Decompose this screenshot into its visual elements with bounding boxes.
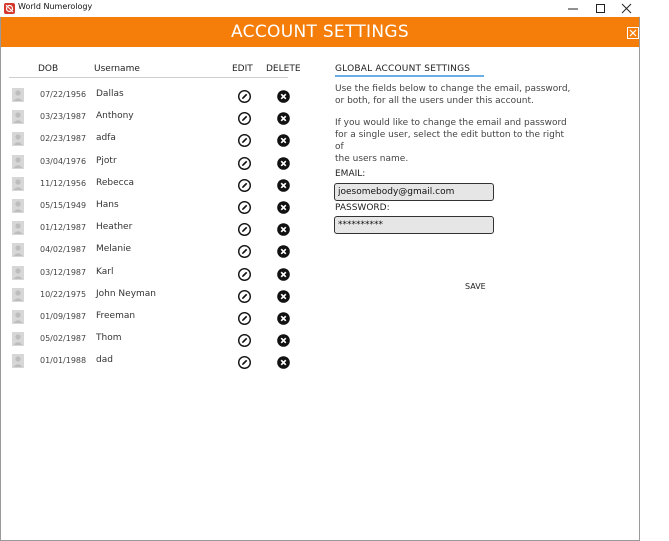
- table-row: [0, 242, 300, 264]
- delete-x-icon: [277, 268, 290, 281]
- avatar-icon: [12, 88, 24, 102]
- pencil-icon: [238, 290, 251, 303]
- window-close-icon: [622, 4, 632, 14]
- table-row: [0, 87, 300, 109]
- row-dob: 11/12/1956: [40, 178, 87, 188]
- row-dob: 07/22/1956: [40, 90, 87, 99]
- delete-button[interactable]: [277, 243, 290, 256]
- avatar-icon: [12, 199, 24, 213]
- edit-button[interactable]: [238, 243, 251, 256]
- delete-x-icon: [277, 312, 290, 325]
- delete-button[interactable]: [277, 110, 290, 123]
- delete-x-icon: [277, 157, 290, 170]
- email-label: EMAIL:: [335, 169, 366, 179]
- delete-x-icon: [277, 201, 290, 214]
- row-username: Thom: [96, 333, 122, 344]
- pencil-icon: [238, 356, 251, 369]
- instructions-line: Use the fields below to change the email, password,: [335, 84, 571, 94]
- avatar-icon: [12, 243, 24, 257]
- row-dob: 03/12/1987: [40, 267, 87, 277]
- row-username: Melanie: [96, 244, 132, 255]
- column-header-edit: EDIT: [232, 64, 253, 74]
- table-row: [0, 309, 300, 331]
- row-username: dad: [96, 355, 113, 366]
- edit-button[interactable]: [238, 354, 251, 367]
- edit-button[interactable]: [238, 88, 251, 101]
- table-row: [0, 353, 300, 375]
- delete-x-icon: [277, 90, 290, 103]
- pencil-icon: [238, 334, 251, 347]
- edit-button[interactable]: [238, 110, 251, 123]
- row-dob: 03/23/1987: [40, 112, 87, 122]
- delete-x-icon: [277, 334, 290, 347]
- edit-button[interactable]: [238, 199, 251, 212]
- pencil-icon: [238, 112, 251, 125]
- table-row: [0, 131, 300, 153]
- delete-button[interactable]: [277, 288, 290, 301]
- edit-button[interactable]: [238, 132, 251, 145]
- delete-button[interactable]: [277, 266, 290, 279]
- table-row: [0, 331, 300, 353]
- table-row: [0, 154, 300, 176]
- pencil-icon: [238, 134, 251, 147]
- row-username: Pjotr: [96, 155, 117, 166]
- row-username: Hans: [96, 200, 119, 210]
- minimize-button[interactable]: [559, 0, 587, 17]
- delete-x-icon: [277, 290, 290, 303]
- delete-button[interactable]: [277, 199, 290, 212]
- row-username: John Neyman: [96, 288, 157, 299]
- row-dob: 01/12/1987: [40, 223, 87, 233]
- row-username: Karl: [96, 266, 114, 277]
- instructions-line: or both, for all the users under this account.: [335, 96, 534, 106]
- close-icon: [627, 27, 639, 39]
- edit-button[interactable]: [238, 177, 251, 190]
- password-field[interactable]: [334, 216, 494, 234]
- table-row: [0, 198, 300, 220]
- avatar-icon: [12, 354, 24, 368]
- edit-button[interactable]: [238, 155, 251, 168]
- edit-button[interactable]: [238, 332, 251, 345]
- column-header-delete: DELETE: [266, 64, 301, 74]
- row-dob: 01/09/1987: [40, 312, 87, 321]
- delete-x-icon: [277, 356, 290, 369]
- delete-button[interactable]: [277, 332, 290, 345]
- row-dob: 01/01/1988: [40, 356, 87, 366]
- instructions-paragraph-1: [335, 83, 575, 107]
- delete-x-icon: [277, 245, 290, 258]
- row-dob: 03/04/1976: [40, 156, 87, 166]
- row-username: Dallas: [96, 89, 124, 99]
- row-dob: 05/02/1987: [40, 334, 87, 344]
- pencil-icon: [238, 268, 251, 281]
- edit-button[interactable]: [238, 310, 251, 323]
- app-logo-icon: [4, 3, 15, 14]
- instructions-line: If you would like to change the email and password: [335, 118, 567, 128]
- minimize-icon: [568, 4, 578, 14]
- row-username: Heather: [96, 222, 133, 233]
- pencil-icon: [238, 157, 251, 170]
- delete-button[interactable]: [277, 177, 290, 190]
- row-username: Rebecca: [96, 177, 135, 188]
- table-header-divider: [9, 77, 288, 78]
- avatar-icon: [12, 266, 24, 280]
- delete-x-icon: [277, 112, 290, 125]
- row-dob: 02/23/1987: [40, 134, 87, 144]
- table-row: [0, 265, 300, 287]
- avatar-icon: [12, 310, 24, 324]
- delete-x-icon: [277, 179, 290, 192]
- column-header-dob: DOB: [38, 64, 59, 74]
- row-dob: 05/15/1949: [40, 201, 87, 210]
- table-row: [0, 287, 300, 309]
- delete-x-icon: [277, 223, 290, 236]
- delete-button[interactable]: [277, 310, 290, 323]
- avatar-icon: [12, 132, 24, 146]
- row-dob: 10/22/1975: [40, 289, 87, 299]
- window-title: World Numerology: [18, 2, 93, 11]
- header-bar: [1, 17, 669, 47]
- delete-x-icon: [277, 134, 290, 147]
- row-username: adfa: [96, 133, 116, 144]
- delete-button[interactable]: [277, 88, 290, 101]
- pencil-icon: [238, 201, 251, 214]
- delete-button[interactable]: [277, 221, 290, 234]
- password-label: PASSWORD:: [335, 203, 390, 213]
- table-row: [0, 176, 300, 198]
- global-settings-underline: [335, 75, 484, 77]
- window-close-button[interactable]: [613, 0, 641, 17]
- edit-button[interactable]: [238, 221, 251, 234]
- pencil-icon: [238, 245, 251, 258]
- pencil-icon: [238, 223, 251, 236]
- maximize-icon: [596, 4, 606, 14]
- delete-button[interactable]: [277, 132, 290, 145]
- row-dob: 04/02/1987: [40, 245, 87, 255]
- instructions-paragraph-2: [335, 117, 575, 165]
- delete-button[interactable]: [277, 155, 290, 168]
- delete-button[interactable]: [277, 354, 290, 367]
- pencil-icon: [238, 90, 251, 103]
- instructions-line: the users name.: [335, 154, 409, 164]
- edit-button[interactable]: [238, 266, 251, 279]
- page-title: ACCOUNT SETTINGS: [231, 22, 409, 42]
- title-bar: [0, 0, 640, 17]
- close-label: CLOSE: [643, 28, 669, 37]
- avatar-icon: [12, 221, 24, 235]
- avatar-icon: [12, 177, 24, 191]
- column-header-username: Username: [94, 64, 140, 74]
- row-username: Anthony: [96, 111, 134, 122]
- table-row: [0, 109, 300, 131]
- maximize-button[interactable]: [587, 0, 615, 17]
- avatar-icon: [12, 110, 24, 124]
- email-field[interactable]: [334, 183, 494, 201]
- pencil-icon: [238, 179, 251, 192]
- table-row: [0, 220, 300, 242]
- avatar-icon: [12, 155, 24, 169]
- edit-button[interactable]: [238, 288, 251, 301]
- instructions-line: for a single user, select the edit button to the right of: [335, 130, 565, 152]
- row-username: Freeman: [96, 311, 136, 321]
- global-settings-title: GLOBAL ACCOUNT SETTINGS: [335, 64, 471, 74]
- avatar-icon: [12, 332, 24, 346]
- avatar-icon: [12, 288, 24, 302]
- save-button[interactable]: SAVE: [465, 282, 486, 291]
- pencil-icon: [238, 312, 251, 325]
